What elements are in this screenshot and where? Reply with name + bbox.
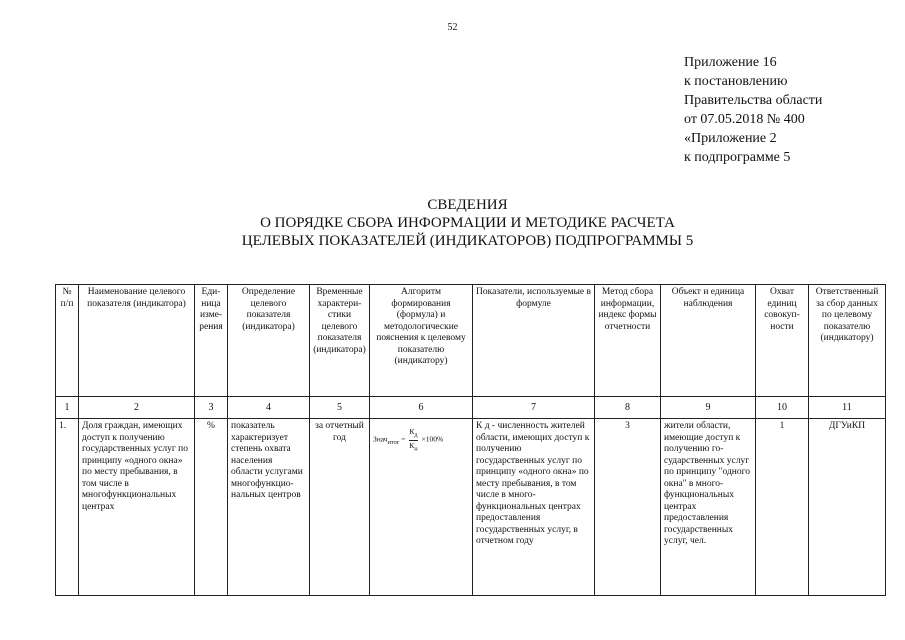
column-number-cell: 10	[756, 397, 809, 419]
page-number: 52	[447, 22, 458, 33]
header-cell: Объект и единица наблюдения	[661, 285, 756, 397]
formula-numerator	[409, 427, 417, 441]
column-number-cell: 8	[595, 397, 661, 419]
document-heading	[0, 196, 905, 250]
formula-multiplier: ×100%	[421, 434, 444, 444]
coverage-cell: 1	[756, 419, 809, 596]
time-characteristic-cell: за отчетный год	[310, 419, 370, 596]
header-cell: Алгоритм формирования (формула) и методологические пояснения к целевому показателю (индикатору)	[370, 285, 473, 397]
header-cell: Определение целевого показателя (индикатора)	[228, 285, 310, 397]
formula-lhs-subscript: итог	[387, 439, 400, 447]
column-number-row	[56, 397, 886, 419]
header-cell: Охват единиц совокупности	[756, 285, 809, 397]
header-cell: Наименование целевого показателя (индикатора)	[79, 285, 195, 397]
header-cell: Временные характеристики целевого показателя (индикатора)	[310, 285, 370, 397]
table-row	[56, 419, 886, 596]
denominator-subscript: н	[414, 445, 418, 452]
appendix-reference	[684, 53, 822, 167]
observation-object-cell: жители области, имеющие доступ к получению государственных услуг по принципу "одного окна" в многофункциональных центрах предоставления государственных услуг, чел.	[661, 419, 756, 596]
row-number-cell: 1.	[56, 419, 79, 596]
responsible-cell: ДГУиКП	[809, 419, 886, 596]
collection-method-cell: 3	[595, 419, 661, 596]
column-number-cell: 9	[661, 397, 756, 419]
column-number-cell: 1	[56, 397, 79, 419]
denominator-symbol: К	[409, 440, 415, 450]
formula-fraction	[409, 427, 417, 453]
appendix-line: к постановлению	[684, 74, 788, 89]
formula-denominator	[409, 441, 417, 454]
column-number-cell: 6	[370, 397, 473, 419]
header-cell: № п/п	[56, 285, 79, 397]
table-header-row	[56, 285, 886, 397]
appendix-line: от 07.05.2018 № 400	[684, 112, 805, 127]
column-number-cell: 4	[228, 397, 310, 419]
heading-line: О ПОРЯДКЕ СБОРА ИНФОРМАЦИИ И МЕТОДИКЕ РАСЧЕТА	[260, 215, 675, 231]
header-cell: Метод сбора информации, индекс формы отчетности	[595, 285, 661, 397]
header-cell: Ответственный за сбор данных по целевому показателю (индикатору)	[809, 285, 886, 397]
column-number-cell: 5	[310, 397, 370, 419]
appendix-line: «Приложение 2	[684, 131, 777, 146]
column-number-cell: 2	[79, 397, 195, 419]
numerator-symbol: К	[409, 427, 415, 436]
appendix-line: Приложение 16	[684, 55, 777, 70]
formula-indicators-cell: К д - численность жителей области, имеющих доступ к получению государственных услуг по принципу «одного окна» по месту пребывания, в том числе в многофункциональных центрах предоставления государственных услуг, в отчетном году	[473, 419, 595, 596]
column-number-cell: 3	[195, 397, 228, 419]
heading-line: СВЕДЕНИЯ	[427, 197, 508, 213]
indicators-table	[55, 284, 886, 596]
appendix-line: к подпрограмме 5	[684, 150, 791, 165]
column-number-cell: 11	[809, 397, 886, 419]
definition-cell: показатель характеризует степень охвата населения области услугами многофункциональных центров	[228, 419, 310, 596]
indicator-name-cell: Доля граждан, имеющих доступ к получению государственных услуг по принципу «одного окна» по месту пребывания, в том числе в многофункциональных центрах	[79, 419, 195, 596]
appendix-line: Правительства области	[684, 93, 823, 108]
formula-lhs: Знач	[373, 434, 388, 444]
unit-cell: %	[195, 419, 228, 596]
column-number-cell: 7	[473, 397, 595, 419]
header-cell: Единица измерения	[195, 285, 228, 397]
numerator-subscript: д	[414, 431, 418, 439]
formula-cell: Знач$_{итог}$ = $\frac{К_д}{К_н}$ ×100%	[370, 419, 473, 596]
heading-line: ЦЕЛЕВЫХ ПОКАЗАТЕЛЕЙ (ИНДИКАТОРОВ) ПОДПРОГРАММЫ 5	[241, 233, 694, 249]
header-cell: Показатели, используемые в формуле	[473, 285, 595, 397]
